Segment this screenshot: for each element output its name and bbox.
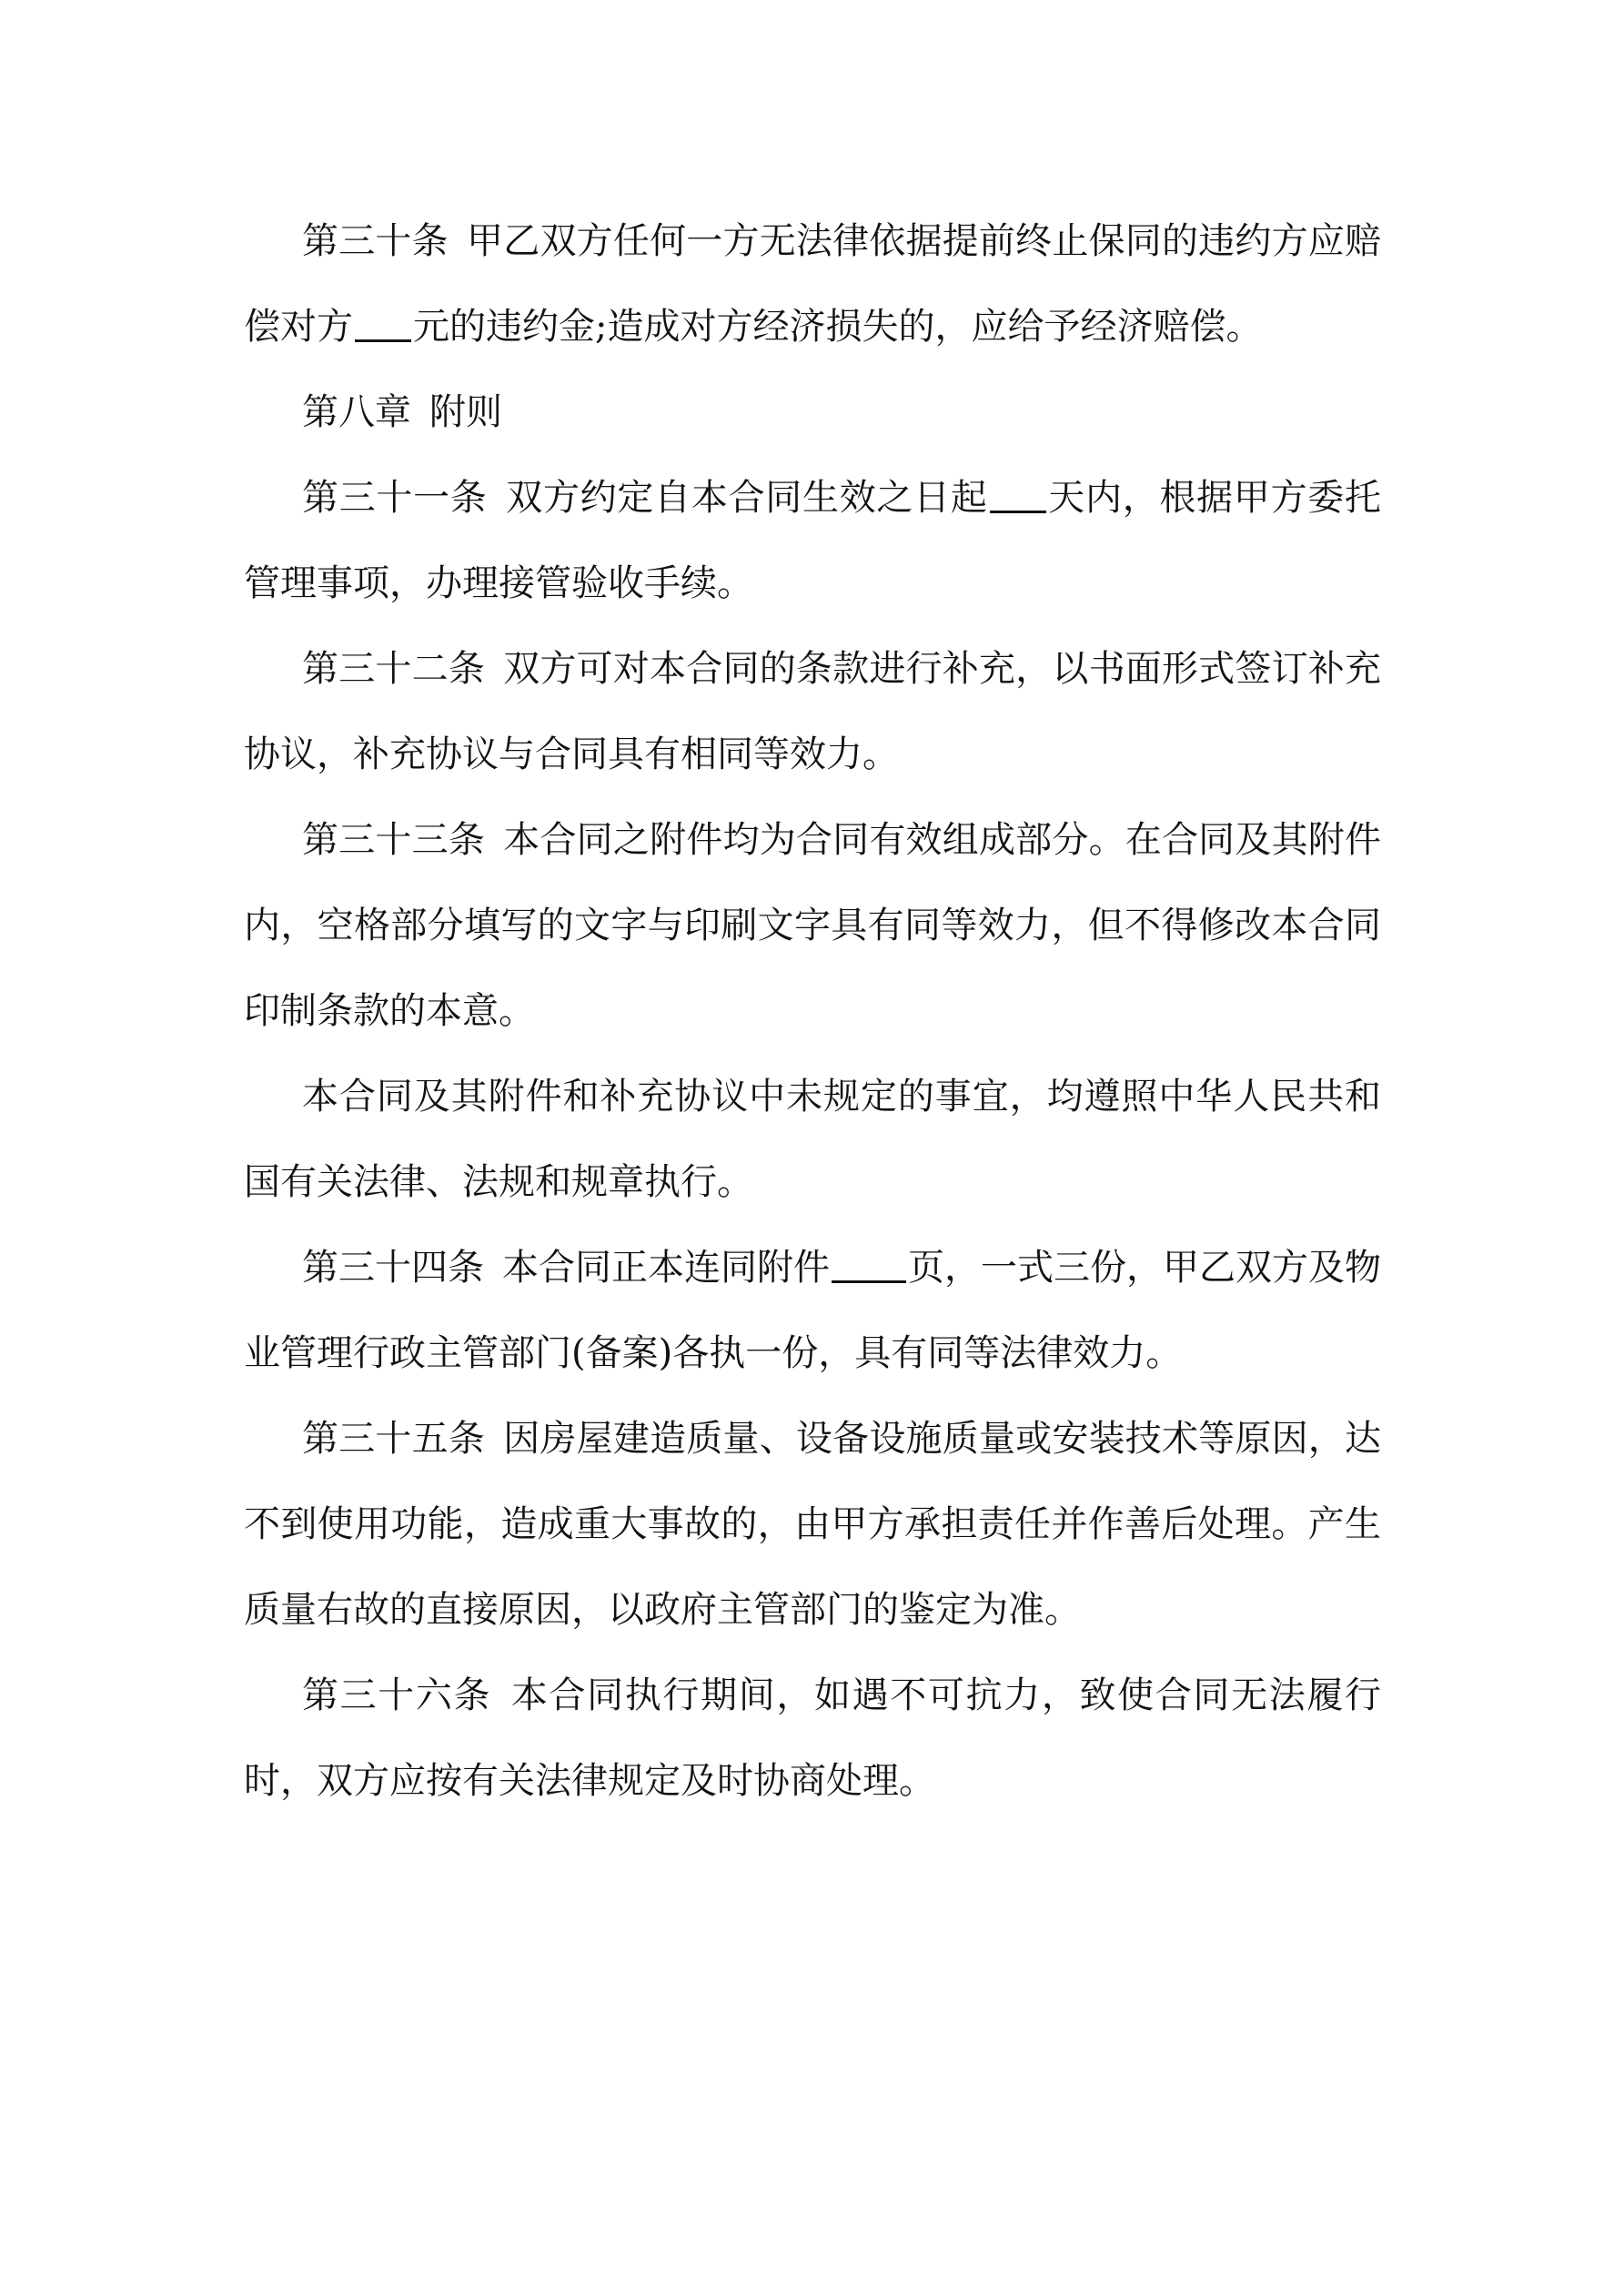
article-text: 双方可对本合同的条款进行补充，以书面形式签订补充协议，补充协议与合同具有相同等效力。 [244, 648, 1382, 775]
chapter-title: 附则 [429, 391, 502, 433]
supplementary-clause [244, 1054, 1381, 1225]
article-31 [244, 455, 1381, 626]
document-body [244, 198, 1381, 1824]
chapter-8-heading [244, 369, 1381, 455]
article-heading: 第三十条 [302, 220, 449, 262]
fill-in-blank [990, 474, 1046, 513]
chapter-number: 第八章 [302, 391, 411, 433]
fill-in-blank [355, 303, 411, 342]
clause-text: 本合同及其附件和补充协议中未规定的事宜，均遵照中华人民共和国有关法律、法规和规章执行。 [244, 1076, 1381, 1203]
article-30 [244, 198, 1381, 369]
article-text: 本合同正本连同附件 [502, 1247, 830, 1289]
article-35 [244, 1396, 1381, 1653]
article-32 [244, 626, 1381, 797]
article-text: 元的违约金;造成对方经济损失的，应给予经济赔偿。 [413, 306, 1263, 348]
article-heading: 第三十五条 [302, 1418, 486, 1460]
article-text: 本合同之附件均为合同有效组成部分。在合同及其附件内，空格部分填写的文字与印刷文字具有同等效力，但不得修改本合同印制条款的本意。 [244, 819, 1382, 1032]
article-text: 甲乙双方任何一方无法律依据提前终止保同的违约方应赔偿对方 [244, 220, 1381, 348]
article-heading: 第三十一条 [302, 477, 488, 519]
article-heading: 第三十六条 [302, 1674, 492, 1716]
article-heading: 第三十三条 [302, 819, 486, 861]
article-text: 本合同执行期间，如遇不可抗力，致使合同无法履行时，双方应按有关法律规定及时协商处理。 [244, 1674, 1382, 1802]
article-heading: 第三十四条 [302, 1247, 484, 1289]
article-text: 页，一式三份，甲乙双方及物业管理行政主管部门(备案)各执一份，具有同等法律效力。 [244, 1247, 1381, 1374]
article-34 [244, 1225, 1381, 1396]
article-33 [244, 797, 1381, 1054]
article-text: 因房屋建造质量、设备设施质量或安装技术等原因，达不到使用功能，造成重大事故的，由甲方承担责任并作善后处理。产生质量右故的直接原因，以政府主管部门的鉴定为准。 [244, 1418, 1382, 1631]
article-heading: 第三十二条 [302, 648, 486, 690]
article-text: 双方约定自本合同生效之日起 [505, 477, 988, 519]
fill-in-blank [832, 1244, 906, 1283]
article-text: 天内，根据甲方委托管理事项，办理接管验收手续。 [244, 477, 1382, 604]
article-36 [244, 1653, 1381, 1824]
